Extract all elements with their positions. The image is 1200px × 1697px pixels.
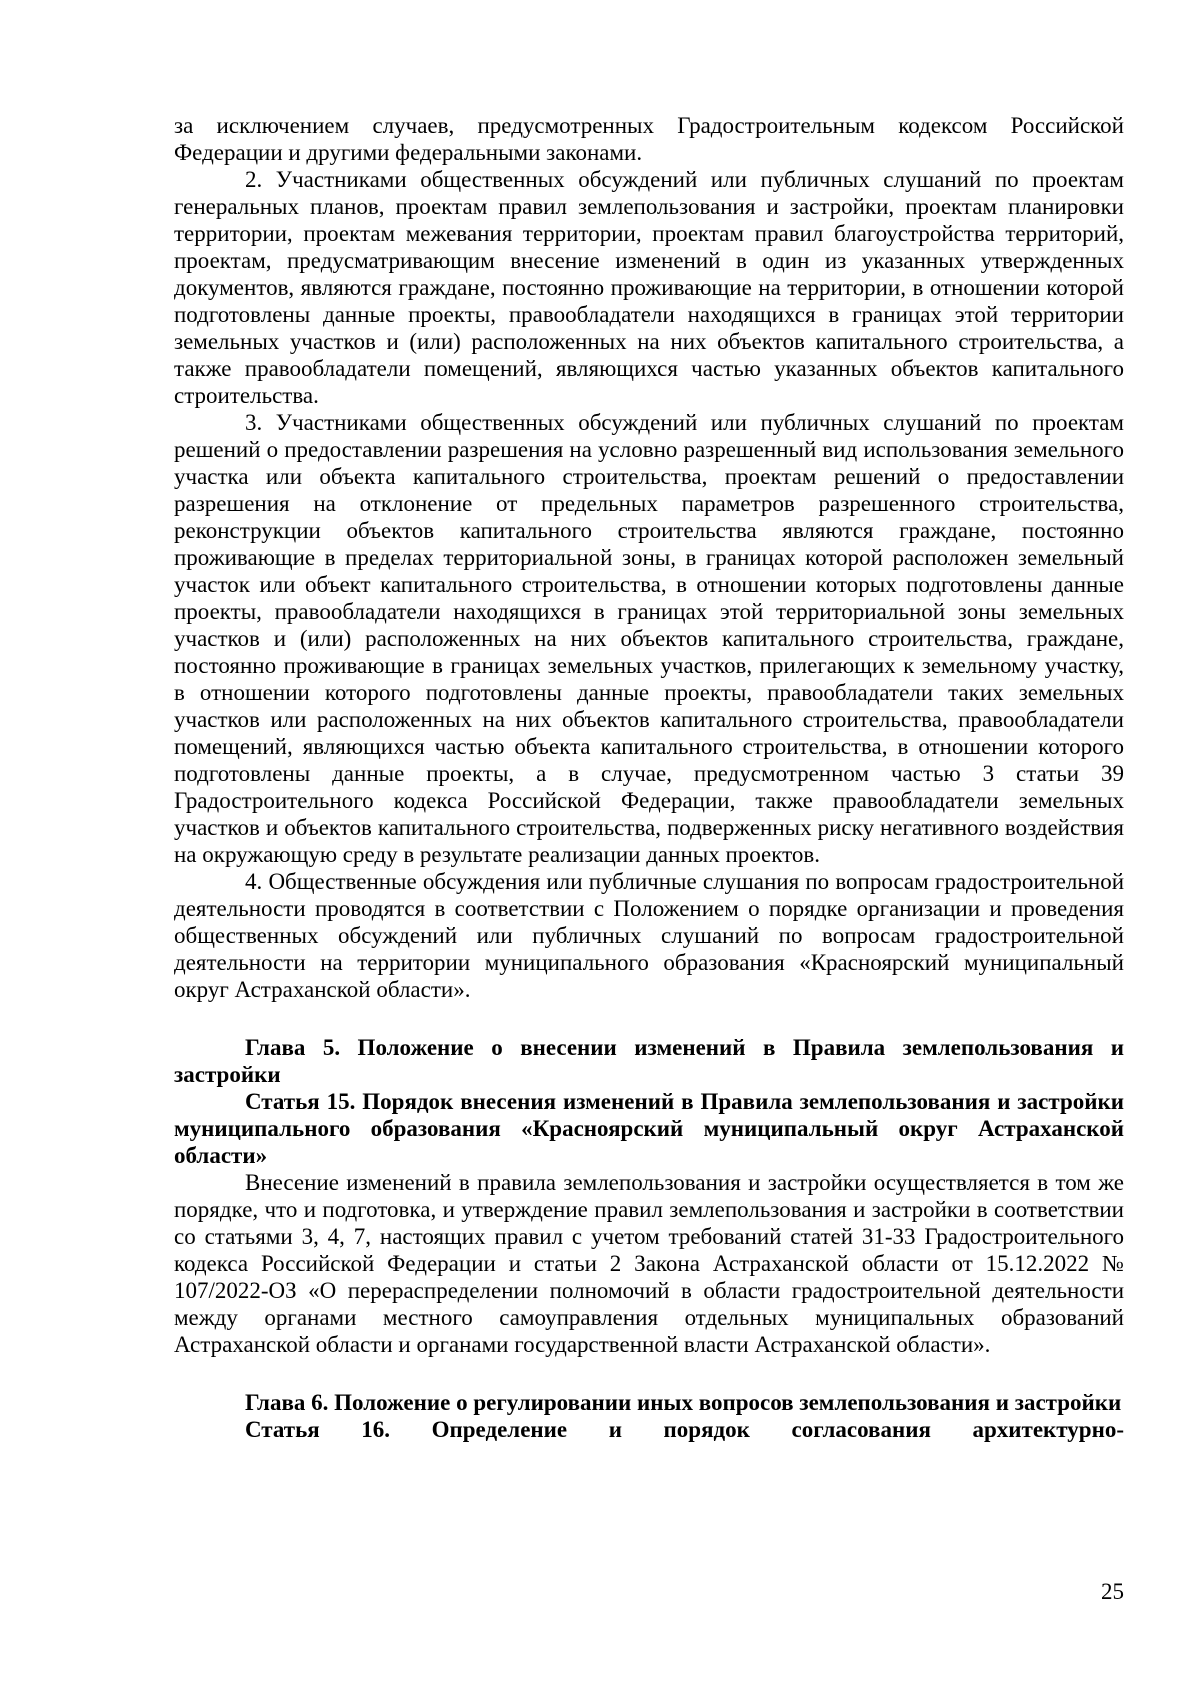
spacer xyxy=(174,1003,1124,1034)
chapter-6-heading: Глава 6. Положение о регулировании иных вопросов землепользования и застройки xyxy=(245,1390,1122,1415)
document-page xyxy=(174,112,1124,1443)
article-15-body: Внесение изменений в правила землепользования и застройки осуществляется в том же порядке, что и подготовка, и утверждение правил землепользования и застройки в соответствии со статьями 3, 4, 7, настоящих правил с учетом требований статей 31-33 Градостроительного кодекса Российской Федерации и статьи 2 Закона Астраханской области от 15.12.2022 № 107/2022-ОЗ «О перераспределении полномочий в области градостроительной деятельности между органами местного самоуправления отдельных муниципальных образований Астраханской области и органами государственной власти Астраханской области». xyxy=(174,1170,1124,1357)
paragraph-item-3: 3. Участниками общественных обсуждений или публичных слушаний по проектам решений о предоставлении разрешения на условно разрешенный вид использования земельного участка или объекта капитального строительства, проектам решений о предоставлении разрешения на отклонение от предельных параметров разрешенного строительства, реконструкции объектов капитального строительства являются граждане, постоянно проживающие в пределах территориальной зоны, в границах которой расположен земельный участок или объект капитального строительства, в отношении которых подготовлены данные проекты, правообладатели находящихся в границах этой территориальной зоны земельных участков и (или) расположенных на них объектов капитального строительства, граждане, постоянно проживающие в границах земельных участков, прилегающих к земельному участку, в отношении которого подготовлены данные проекты, правообладатели таких земельных участков или расположенных на них объектов капитального строительства, правообладатели помещений, являющихся частью объекта капитального строительства, в отношении которого подготовлены данные проекты, а в случае, предусмотренном частью 3 статьи 39 Градостроительного кодекса Российской Федерации, также правообладатели земельных участков и объектов капитального строительства, подверженных риску негативного воздействия на окружающую среду в результате реализации данных проектов. xyxy=(174,410,1124,867)
article-16-heading: Статья 16. Определение и порядок согласования архитектурно- xyxy=(245,1417,1124,1442)
article-15-heading: Статья 15. Порядок внесения изменений в Правила землепользования и застройки муниципального образования «Красноярский муниципальный округ Астраханской области» xyxy=(174,1089,1124,1168)
paragraph-item-2: 2. Участниками общественных обсуждений или публичных слушаний по проектам генеральных планов, проектам правил землепользования и застройки, проектам планировки территории, проектам межевания территории, проектам правил благоустройства территорий, проектам, предусматривающим внесение изменений в один из указанных утвержденных документов, являются граждане, постоянно проживающие на территории, в отношении которой подготовлены данные проекты, правообладатели находящихся в границах этой территории земельных участков и (или) расположенных на них объектов капитального строительства, а также правообладатели помещений, являющихся частью указанных объектов капитального строительства. xyxy=(174,167,1124,408)
chapter-5-heading: Глава 5. Положение о внесении изменений в Правила землепользования и застройки xyxy=(174,1035,1124,1087)
paragraph-item-4: 4. Общественные обсуждения или публичные слушания по вопросам градостроительной деятельности проводятся в соответствии с Положением о порядке организации и проведения общественных обсуждений или публичных слушаний по вопросам градостроительной деятельности на территории муниципального образования «Красноярский муниципальный округ Астраханской области». xyxy=(174,869,1124,1002)
paragraph-continuation: за исключением случаев, предусмотренных Градостроительным кодексом Российской Федерации и другими федеральными законами. xyxy=(174,113,1124,165)
page-number: 25 xyxy=(1101,1579,1124,1604)
spacer xyxy=(174,1358,1124,1389)
